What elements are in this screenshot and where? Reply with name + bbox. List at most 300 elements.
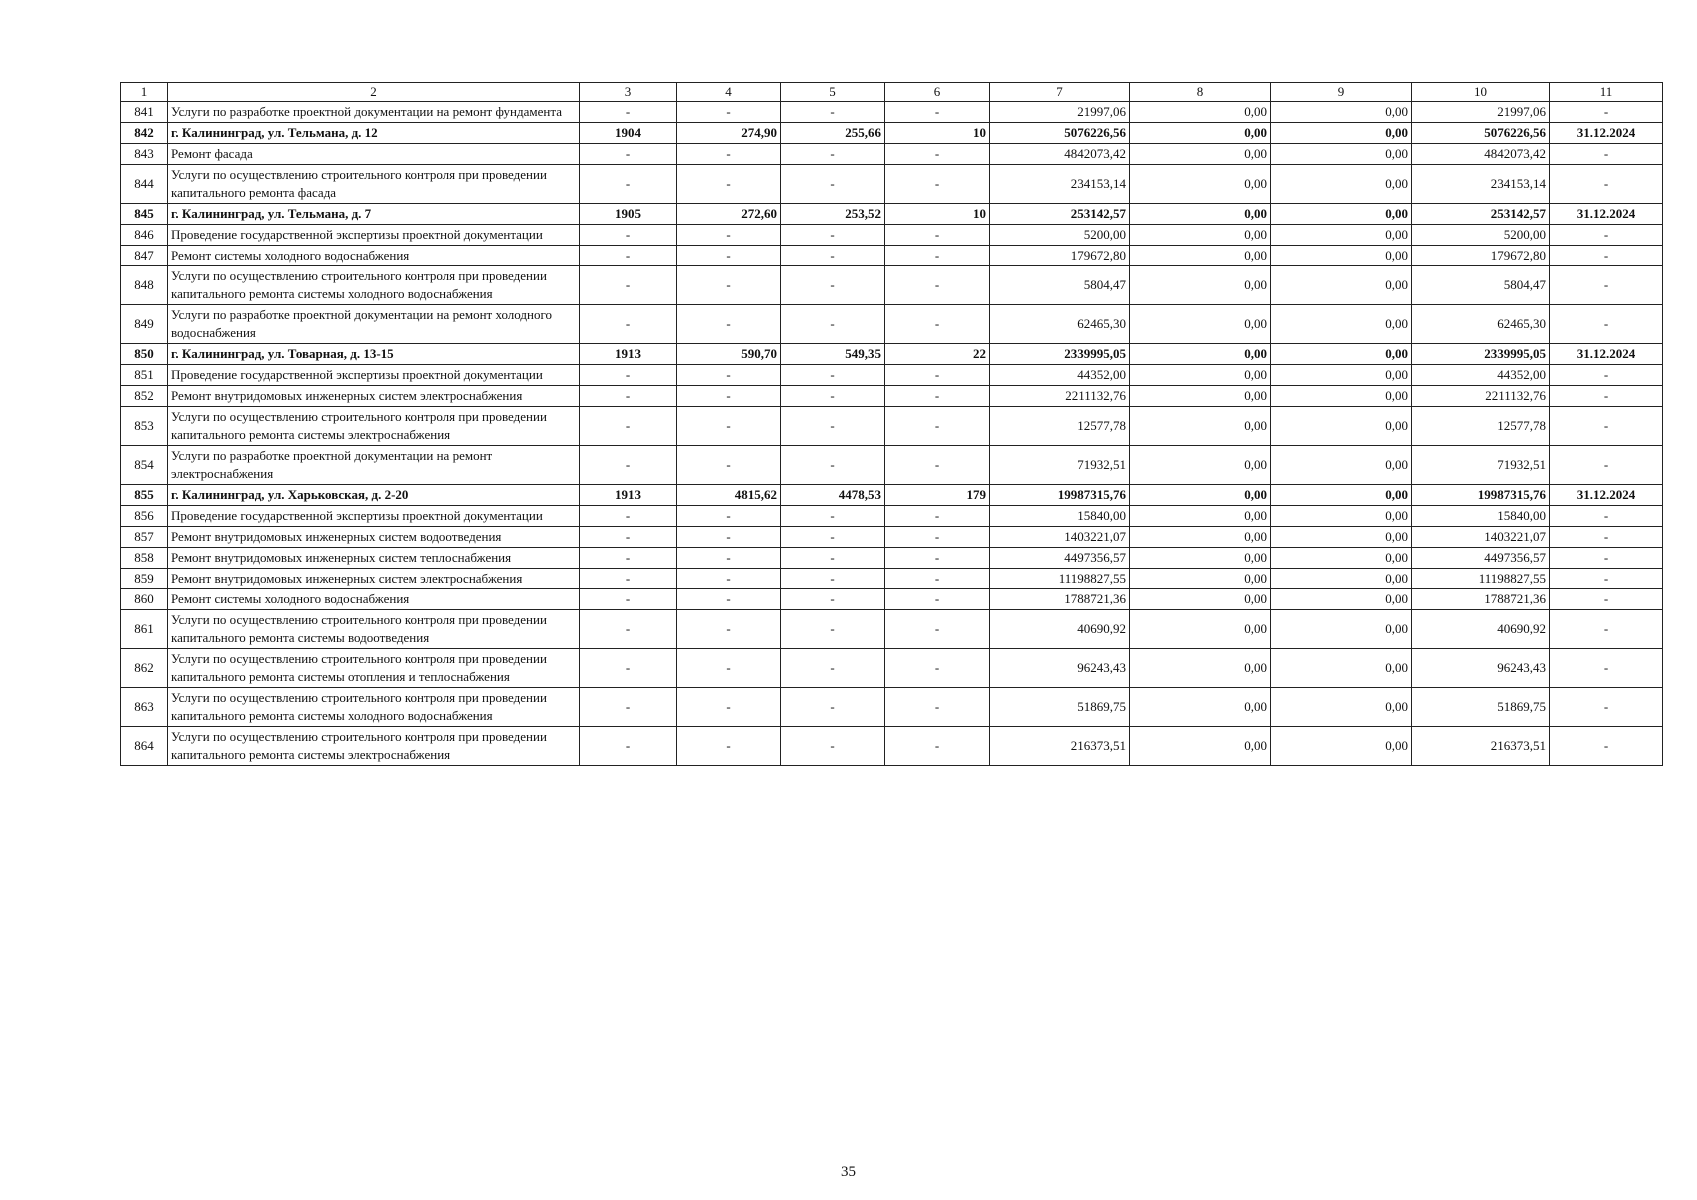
col9-cell: 0,00	[1271, 589, 1412, 610]
col3-cell: -	[580, 688, 677, 727]
address-row	[121, 203, 1663, 224]
work-name-cell: Услуги по осуществлению строительного контроля при проведении капитального ремонта системы холодного водоснабжения	[168, 688, 580, 727]
col10-cell: 19987315,76	[1412, 484, 1550, 505]
work-name-cell: г. Калининград, ул. Товарная, д. 13-15	[168, 344, 580, 365]
col8-cell: 0,00	[1130, 386, 1271, 407]
col11-cell: -	[1550, 610, 1663, 649]
col7-cell: 44352,00	[990, 365, 1130, 386]
row-number-cell: 845	[121, 203, 168, 224]
col8-cell: 0,00	[1130, 305, 1271, 344]
column-header-11: 11	[1550, 83, 1663, 102]
col5-cell: -	[781, 224, 885, 245]
col9-cell: 0,00	[1271, 344, 1412, 365]
work-name-cell: Услуги по разработке проектной документации на ремонт холодного водоснабжения	[168, 305, 580, 344]
row-number-cell: 856	[121, 505, 168, 526]
work-name-cell: Услуги по осуществлению строительного контроля при проведении капитального ремонта системы холодного водоснабжения	[168, 266, 580, 305]
col8-cell: 0,00	[1130, 505, 1271, 526]
col11-cell: -	[1550, 505, 1663, 526]
col5-cell: -	[781, 547, 885, 568]
work-name-cell: г. Калининград, ул. Тельмана, д. 12	[168, 122, 580, 143]
col10-cell: 1403221,07	[1412, 526, 1550, 547]
col7-cell: 40690,92	[990, 610, 1130, 649]
col11-cell: -	[1550, 266, 1663, 305]
work-name-cell: Проведение государственной экспертизы проектной документации	[168, 505, 580, 526]
col7-cell: 216373,51	[990, 727, 1130, 766]
col5-cell: -	[781, 101, 885, 122]
col5-cell: -	[781, 610, 885, 649]
col11-cell: -	[1550, 688, 1663, 727]
col11-cell: 31.12.2024	[1550, 484, 1663, 505]
col10-cell: 5200,00	[1412, 224, 1550, 245]
col6-cell: -	[885, 386, 990, 407]
col6-cell: -	[885, 727, 990, 766]
col7-cell: 5804,47	[990, 266, 1130, 305]
col6-cell: -	[885, 101, 990, 122]
work-name-cell: Услуги по осуществлению строительного контроля при проведении капитального ремонта системы отопления и теплоснабжения	[168, 649, 580, 688]
col11-cell: -	[1550, 445, 1663, 484]
col4-cell: -	[677, 610, 781, 649]
col10-cell: 96243,43	[1412, 649, 1550, 688]
col4-cell: -	[677, 305, 781, 344]
col9-cell: 0,00	[1271, 727, 1412, 766]
row-number-cell: 864	[121, 727, 168, 766]
col10-cell: 12577,78	[1412, 407, 1550, 446]
col10-cell: 4842073,42	[1412, 143, 1550, 164]
col8-cell: 0,00	[1130, 610, 1271, 649]
col8-cell: 0,00	[1130, 568, 1271, 589]
col6-cell: -	[885, 505, 990, 526]
row-number-cell: 848	[121, 266, 168, 305]
col9-cell: 0,00	[1271, 649, 1412, 688]
col7-cell: 179672,80	[990, 245, 1130, 266]
col9-cell: 0,00	[1271, 245, 1412, 266]
col5-cell: -	[781, 526, 885, 547]
table-row	[121, 386, 1663, 407]
col3-cell: -	[580, 727, 677, 766]
col3-cell: -	[580, 305, 677, 344]
col4-cell: -	[677, 568, 781, 589]
col8-cell: 0,00	[1130, 203, 1271, 224]
col5-cell: 549,35	[781, 344, 885, 365]
table-row	[121, 224, 1663, 245]
col4-cell: -	[677, 445, 781, 484]
col5-cell: 255,66	[781, 122, 885, 143]
col9-cell: 0,00	[1271, 203, 1412, 224]
col5-cell: 253,52	[781, 203, 885, 224]
col8-cell: 0,00	[1130, 365, 1271, 386]
col6-cell: -	[885, 245, 990, 266]
col6-cell: -	[885, 526, 990, 547]
col6-cell: 10	[885, 122, 990, 143]
col11-cell: 31.12.2024	[1550, 203, 1663, 224]
col5-cell: -	[781, 164, 885, 203]
col5-cell: -	[781, 266, 885, 305]
col7-cell: 5200,00	[990, 224, 1130, 245]
col6-cell: -	[885, 610, 990, 649]
col9-cell: 0,00	[1271, 164, 1412, 203]
col11-cell: -	[1550, 305, 1663, 344]
work-name-cell: г. Калининград, ул. Харьковская, д. 2-20	[168, 484, 580, 505]
col6-cell: -	[885, 143, 990, 164]
work-name-cell: Проведение государственной экспертизы проектной документации	[168, 224, 580, 245]
col9-cell: 0,00	[1271, 688, 1412, 727]
col10-cell: 21997,06	[1412, 101, 1550, 122]
col6-cell: -	[885, 365, 990, 386]
col7-cell: 96243,43	[990, 649, 1130, 688]
col9-cell: 0,00	[1271, 122, 1412, 143]
table-row	[121, 526, 1663, 547]
row-number-cell: 855	[121, 484, 168, 505]
table-row	[121, 568, 1663, 589]
col3-cell: -	[580, 101, 677, 122]
col9-cell: 0,00	[1271, 224, 1412, 245]
col8-cell: 0,00	[1130, 727, 1271, 766]
col7-cell: 4497356,57	[990, 547, 1130, 568]
col8-cell: 0,00	[1130, 547, 1271, 568]
work-name-cell: Ремонт внутридомовых инженерных систем водоотведения	[168, 526, 580, 547]
col8-cell: 0,00	[1130, 143, 1271, 164]
column-header-9: 9	[1271, 83, 1412, 102]
col6-cell: -	[885, 164, 990, 203]
col6-cell: -	[885, 649, 990, 688]
col9-cell: 0,00	[1271, 484, 1412, 505]
col11-cell: -	[1550, 143, 1663, 164]
col9-cell: 0,00	[1271, 365, 1412, 386]
col4-cell: 272,60	[677, 203, 781, 224]
col4-cell: -	[677, 386, 781, 407]
col5-cell: -	[781, 143, 885, 164]
work-name-cell: Ремонт системы холодного водоснабжения	[168, 245, 580, 266]
work-name-cell: Ремонт системы холодного водоснабжения	[168, 589, 580, 610]
col10-cell: 1788721,36	[1412, 589, 1550, 610]
table-row	[121, 610, 1663, 649]
col4-cell: -	[677, 547, 781, 568]
col5-cell: -	[781, 245, 885, 266]
col7-cell: 1788721,36	[990, 589, 1130, 610]
col4-cell: -	[677, 164, 781, 203]
col3-cell: -	[580, 649, 677, 688]
col4-cell: -	[677, 245, 781, 266]
col4-cell: -	[677, 505, 781, 526]
col11-cell: -	[1550, 164, 1663, 203]
col3-cell: -	[580, 143, 677, 164]
col3-cell: -	[580, 568, 677, 589]
col7-cell: 4842073,42	[990, 143, 1130, 164]
table-row	[121, 649, 1663, 688]
row-number-cell: 844	[121, 164, 168, 203]
row-number-cell: 842	[121, 122, 168, 143]
row-number-cell: 843	[121, 143, 168, 164]
col8-cell: 0,00	[1130, 122, 1271, 143]
table-row	[121, 589, 1663, 610]
col7-cell: 15840,00	[990, 505, 1130, 526]
col6-cell: -	[885, 445, 990, 484]
col10-cell: 51869,75	[1412, 688, 1550, 727]
col8-cell: 0,00	[1130, 164, 1271, 203]
col3-cell: 1905	[580, 203, 677, 224]
col3-cell: -	[580, 610, 677, 649]
col10-cell: 179672,80	[1412, 245, 1550, 266]
repair-program-table	[120, 82, 1663, 766]
col5-cell: -	[781, 688, 885, 727]
col3-cell: -	[580, 386, 677, 407]
col3-cell: -	[580, 547, 677, 568]
col4-cell: -	[677, 101, 781, 122]
col10-cell: 2211132,76	[1412, 386, 1550, 407]
col5-cell: -	[781, 727, 885, 766]
row-number-cell: 852	[121, 386, 168, 407]
col3-cell: -	[580, 245, 677, 266]
col9-cell: 0,00	[1271, 407, 1412, 446]
table-row	[121, 245, 1663, 266]
col7-cell: 253142,57	[990, 203, 1130, 224]
col7-cell: 11198827,55	[990, 568, 1130, 589]
col7-cell: 5076226,56	[990, 122, 1130, 143]
col9-cell: 0,00	[1271, 386, 1412, 407]
col11-cell: -	[1550, 245, 1663, 266]
row-number-cell: 859	[121, 568, 168, 589]
row-number-cell: 847	[121, 245, 168, 266]
col8-cell: 0,00	[1130, 649, 1271, 688]
col5-cell: -	[781, 305, 885, 344]
col3-cell: -	[580, 505, 677, 526]
col5-cell: -	[781, 407, 885, 446]
work-name-cell: Услуги по осуществлению строительного контроля при проведении капитального ремонта системы водоотведения	[168, 610, 580, 649]
col9-cell: 0,00	[1271, 547, 1412, 568]
col7-cell: 1403221,07	[990, 526, 1130, 547]
col11-cell: -	[1550, 526, 1663, 547]
col11-cell: -	[1550, 568, 1663, 589]
work-name-cell: Услуги по осуществлению строительного контроля при проведении капитального ремонта системы электроснабжения	[168, 727, 580, 766]
column-header-7: 7	[990, 83, 1130, 102]
row-number-cell: 860	[121, 589, 168, 610]
work-name-cell: Услуги по осуществлению строительного контроля при проведении капитального ремонта фасада	[168, 164, 580, 203]
col10-cell: 5076226,56	[1412, 122, 1550, 143]
col8-cell: 0,00	[1130, 484, 1271, 505]
col8-cell: 0,00	[1130, 589, 1271, 610]
col7-cell: 21997,06	[990, 101, 1130, 122]
work-name-cell: г. Калининград, ул. Тельмана, д. 7	[168, 203, 580, 224]
column-header-8: 8	[1130, 83, 1271, 102]
col8-cell: 0,00	[1130, 344, 1271, 365]
table-row	[121, 305, 1663, 344]
col10-cell: 234153,14	[1412, 164, 1550, 203]
col7-cell: 51869,75	[990, 688, 1130, 727]
col8-cell: 0,00	[1130, 101, 1271, 122]
col7-cell: 19987315,76	[990, 484, 1130, 505]
col11-cell: 31.12.2024	[1550, 122, 1663, 143]
col7-cell: 234153,14	[990, 164, 1130, 203]
col4-cell: -	[677, 143, 781, 164]
column-header-10: 10	[1412, 83, 1550, 102]
col8-cell: 0,00	[1130, 526, 1271, 547]
col6-cell: -	[885, 688, 990, 727]
col9-cell: 0,00	[1271, 526, 1412, 547]
col9-cell: 0,00	[1271, 505, 1412, 526]
col5-cell: 4478,53	[781, 484, 885, 505]
col6-cell: -	[885, 547, 990, 568]
column-header-6: 6	[885, 83, 990, 102]
table-row	[121, 164, 1663, 203]
row-number-cell: 861	[121, 610, 168, 649]
column-header-5: 5	[781, 83, 885, 102]
col5-cell: -	[781, 568, 885, 589]
work-name-cell: Ремонт внутридомовых инженерных систем электроснабжения	[168, 568, 580, 589]
col9-cell: 0,00	[1271, 445, 1412, 484]
col4-cell: -	[677, 224, 781, 245]
table-row	[121, 143, 1663, 164]
col4-cell: 590,70	[677, 344, 781, 365]
column-header-3: 3	[580, 83, 677, 102]
col6-cell: -	[885, 407, 990, 446]
col6-cell: 179	[885, 484, 990, 505]
col3-cell: 1904	[580, 122, 677, 143]
col7-cell: 2339995,05	[990, 344, 1130, 365]
row-number-cell: 862	[121, 649, 168, 688]
col3-cell: -	[580, 365, 677, 386]
column-number-header-row	[121, 83, 1663, 102]
address-row	[121, 122, 1663, 143]
col10-cell: 15840,00	[1412, 505, 1550, 526]
table-row	[121, 727, 1663, 766]
table-row	[121, 365, 1663, 386]
col10-cell: 5804,47	[1412, 266, 1550, 305]
row-number-cell: 849	[121, 305, 168, 344]
col4-cell: -	[677, 526, 781, 547]
col11-cell: -	[1550, 589, 1663, 610]
col4-cell: -	[677, 589, 781, 610]
col4-cell: -	[677, 266, 781, 305]
col3-cell: -	[580, 589, 677, 610]
col8-cell: 0,00	[1130, 224, 1271, 245]
col3-cell: -	[580, 224, 677, 245]
work-name-cell: Ремонт внутридомовых инженерных систем теплоснабжения	[168, 547, 580, 568]
work-name-cell: Проведение государственной экспертизы проектной документации	[168, 365, 580, 386]
work-name-cell: Ремонт фасада	[168, 143, 580, 164]
table-row	[121, 407, 1663, 446]
table-row	[121, 445, 1663, 484]
col10-cell: 62465,30	[1412, 305, 1550, 344]
col6-cell: -	[885, 266, 990, 305]
table-row	[121, 547, 1663, 568]
col3-cell: 1913	[580, 344, 677, 365]
col6-cell: -	[885, 589, 990, 610]
work-name-cell: Ремонт внутридомовых инженерных систем электроснабжения	[168, 386, 580, 407]
address-row	[121, 484, 1663, 505]
col11-cell: -	[1550, 547, 1663, 568]
col3-cell: -	[580, 526, 677, 547]
col6-cell: 10	[885, 203, 990, 224]
col7-cell: 71932,51	[990, 445, 1130, 484]
page-number: 35	[841, 1164, 856, 1180]
col9-cell: 0,00	[1271, 143, 1412, 164]
col6-cell: -	[885, 568, 990, 589]
col4-cell: -	[677, 407, 781, 446]
col3-cell: -	[580, 445, 677, 484]
col11-cell: -	[1550, 365, 1663, 386]
col5-cell: -	[781, 445, 885, 484]
column-header-4: 4	[677, 83, 781, 102]
table-body	[121, 101, 1663, 765]
table-row	[121, 266, 1663, 305]
table-row	[121, 101, 1663, 122]
col4-cell: 274,90	[677, 122, 781, 143]
table-row	[121, 505, 1663, 526]
col6-cell: -	[885, 305, 990, 344]
col11-cell: -	[1550, 649, 1663, 688]
row-number-cell: 846	[121, 224, 168, 245]
col11-cell: 31.12.2024	[1550, 344, 1663, 365]
col10-cell: 4497356,57	[1412, 547, 1550, 568]
col5-cell: -	[781, 505, 885, 526]
col5-cell: -	[781, 386, 885, 407]
col3-cell: -	[580, 407, 677, 446]
column-header-2: 2	[168, 83, 580, 102]
col3-cell: -	[580, 164, 677, 203]
col5-cell: -	[781, 365, 885, 386]
col10-cell: 2339995,05	[1412, 344, 1550, 365]
col4-cell: 4815,62	[677, 484, 781, 505]
col7-cell: 62465,30	[990, 305, 1130, 344]
row-number-cell: 850	[121, 344, 168, 365]
col5-cell: -	[781, 649, 885, 688]
col3-cell: 1913	[580, 484, 677, 505]
row-number-cell: 841	[121, 101, 168, 122]
col8-cell: 0,00	[1130, 445, 1271, 484]
col8-cell: 0,00	[1130, 407, 1271, 446]
col4-cell: -	[677, 727, 781, 766]
col11-cell: -	[1550, 101, 1663, 122]
col6-cell: -	[885, 224, 990, 245]
row-number-cell: 858	[121, 547, 168, 568]
work-name-cell: Услуги по осуществлению строительного контроля при проведении капитального ремонта системы электроснабжения	[168, 407, 580, 446]
col10-cell: 216373,51	[1412, 727, 1550, 766]
address-row	[121, 344, 1663, 365]
col5-cell: -	[781, 589, 885, 610]
col11-cell: -	[1550, 224, 1663, 245]
row-number-cell: 857	[121, 526, 168, 547]
col11-cell: -	[1550, 386, 1663, 407]
col11-cell: -	[1550, 727, 1663, 766]
col7-cell: 2211132,76	[990, 386, 1130, 407]
col7-cell: 12577,78	[990, 407, 1130, 446]
work-name-cell: Услуги по разработке проектной документации на ремонт фундамента	[168, 101, 580, 122]
col4-cell: -	[677, 365, 781, 386]
col10-cell: 11198827,55	[1412, 568, 1550, 589]
row-number-cell: 853	[121, 407, 168, 446]
col3-cell: -	[580, 266, 677, 305]
col10-cell: 44352,00	[1412, 365, 1550, 386]
col10-cell: 253142,57	[1412, 203, 1550, 224]
col9-cell: 0,00	[1271, 266, 1412, 305]
col6-cell: 22	[885, 344, 990, 365]
work-name-cell: Услуги по разработке проектной документации на ремонт электроснабжения	[168, 445, 580, 484]
row-number-cell: 863	[121, 688, 168, 727]
column-header-1: 1	[121, 83, 168, 102]
col10-cell: 40690,92	[1412, 610, 1550, 649]
col4-cell: -	[677, 688, 781, 727]
col9-cell: 0,00	[1271, 610, 1412, 649]
col8-cell: 0,00	[1130, 245, 1271, 266]
row-number-cell: 851	[121, 365, 168, 386]
row-number-cell: 854	[121, 445, 168, 484]
col9-cell: 0,00	[1271, 101, 1412, 122]
col9-cell: 0,00	[1271, 568, 1412, 589]
col4-cell: -	[677, 649, 781, 688]
col11-cell: -	[1550, 407, 1663, 446]
col8-cell: 0,00	[1130, 266, 1271, 305]
table-row	[121, 688, 1663, 727]
